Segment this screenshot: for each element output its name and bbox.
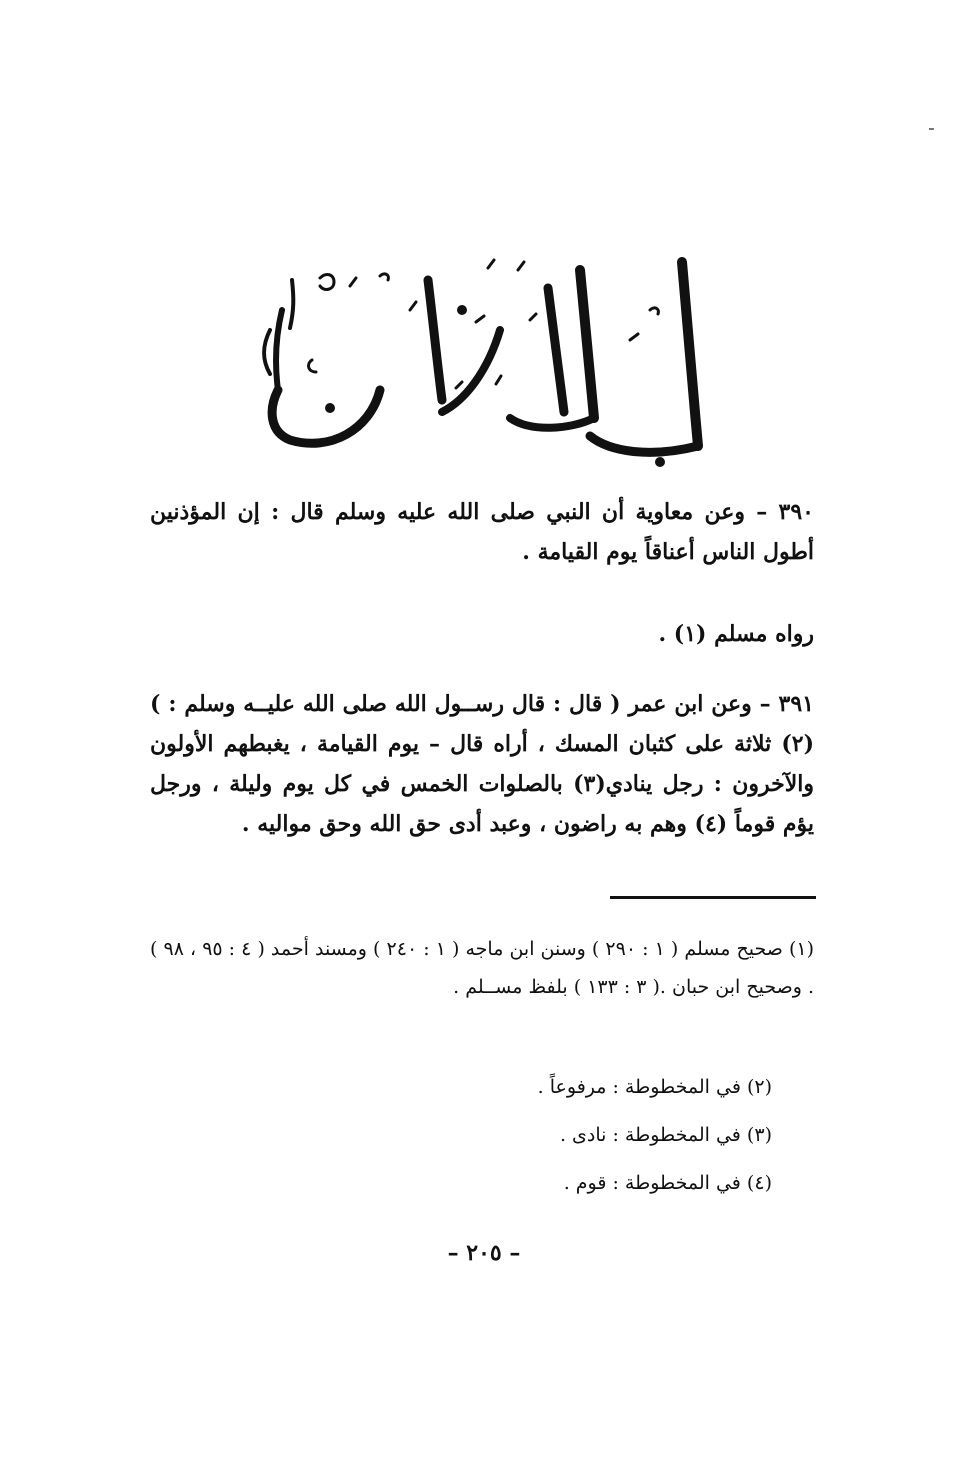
footnote-divider xyxy=(610,896,816,899)
page-number: – ٢٠٥ – xyxy=(447,1240,521,1266)
footnote-3: (٣) في المخطوطة : نادى . xyxy=(559,1124,772,1146)
footnote-4: (٤) في المخطوطة : قوم . xyxy=(563,1172,772,1194)
chapter-title xyxy=(230,240,750,470)
footnote-1: (١) صحيح مسلم ( ١ : ٢٩٠ ) وسنن ابن ماجه ( ١ : ٢٤٠ ) ومسند أحمد ( ٤ : ٩٥ ، ٩٨ ) . وصحيح ابن حبان .( ٣ : ١٣٣ ) بلفظ مســلم . xyxy=(150,938,814,998)
hadith-390: ٣٩٠ – وعن معاوية أن النبي صلى الله عليه وسلم قال : إن المؤذنين أطول الناس أعناقاً يوم القيامة . xyxy=(150,499,814,565)
footnote-2: (٢) في المخطوطة : مرفوعاً . xyxy=(537,1076,772,1098)
hadith-390-source: رواه مسلم (١) . xyxy=(658,621,814,647)
calligraphy-title xyxy=(230,240,750,470)
scan-speck xyxy=(929,128,934,130)
hadith-391: ٣٩١ – وعن ابن عمر ( قال : قال رســول الله صلى الله عليــه وسلم : ) (٢) ثلاثة على كثبان المسك ، أراه قال – يوم القيامة ، يغبطهم الأولون والآخرون : رجل ينادي(٣) بالصلوات الخمس في كل يوم وليلة ، ورجل يؤم قوماً (٤) وهم به راضون ، وعبد أدى حق الله وحق مواليه . xyxy=(150,691,814,837)
